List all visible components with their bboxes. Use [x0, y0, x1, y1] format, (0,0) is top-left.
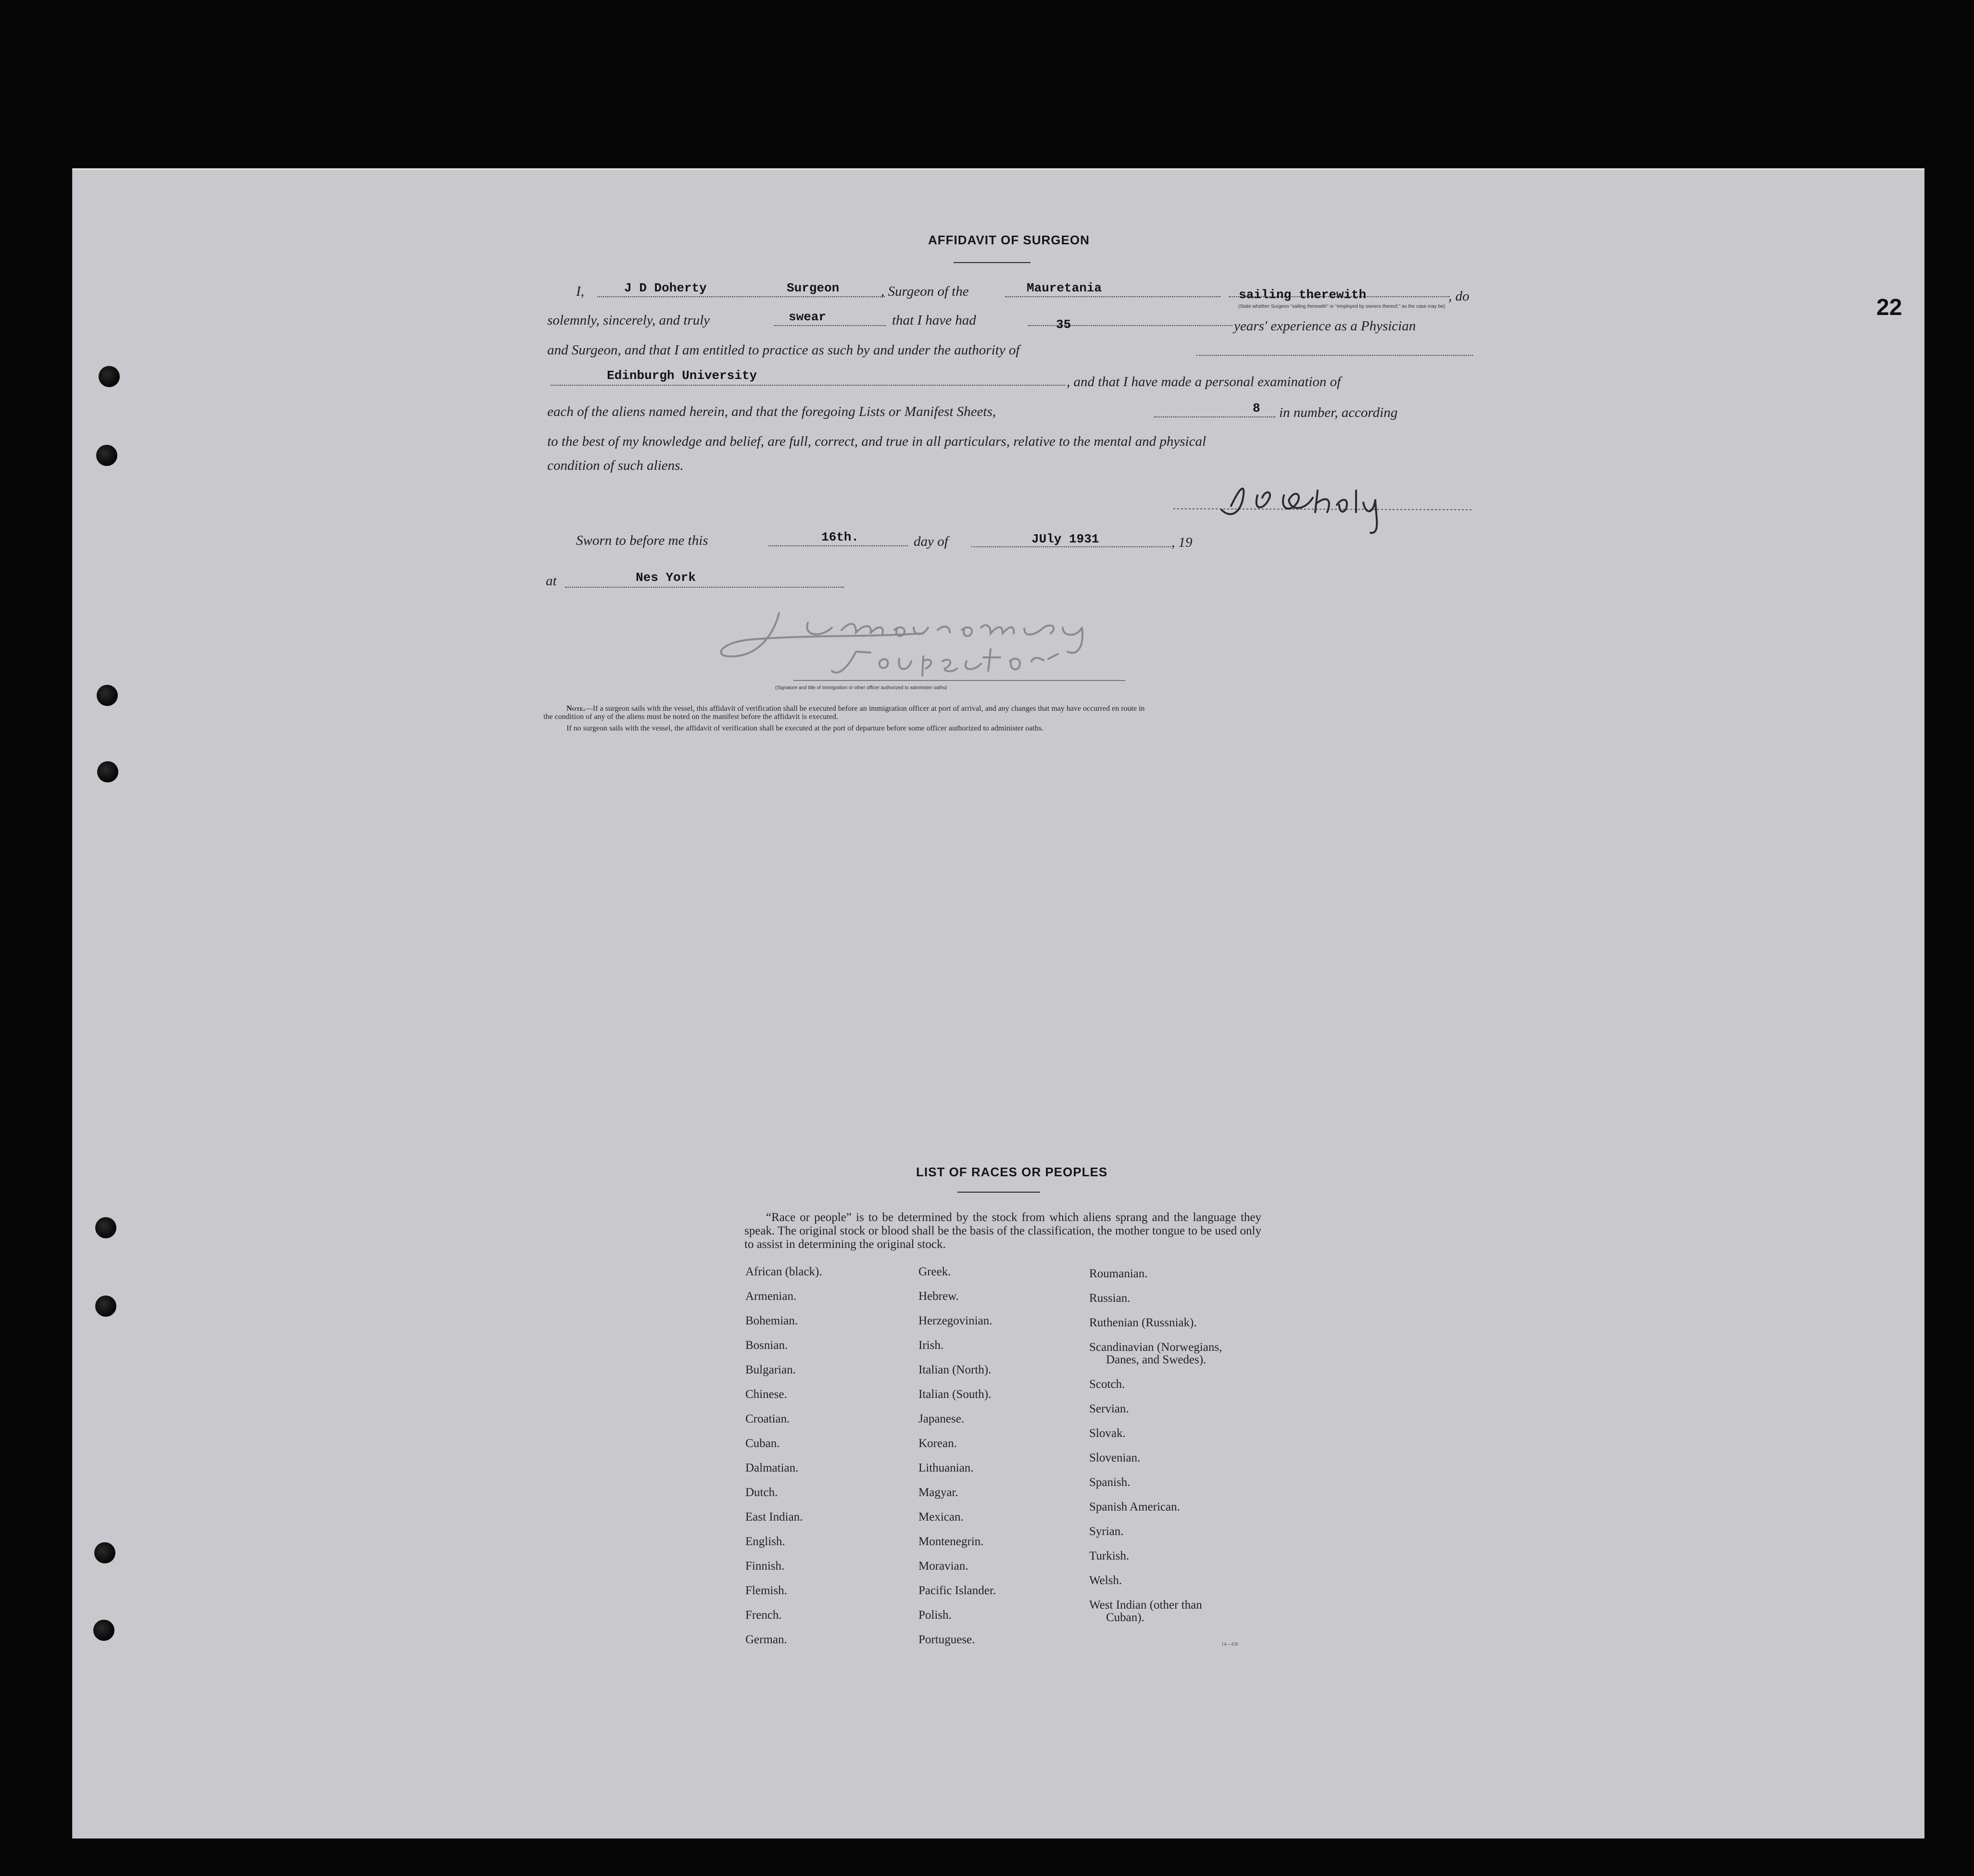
vessel-name: Mauretania — [1027, 281, 1102, 295]
examination-text: , and that I have made a personal examination of — [1067, 374, 1341, 390]
races-intro: “Race or people” is to be determined by the stock from which aliens sprang and the language they speak. The original stock or blood shall be the basis of the classification, the mother tongue to be used only to assist in determining the original stock. — [744, 1211, 1261, 1251]
i-label: I, — [576, 284, 584, 299]
race-item: Scandinavian (Norwegians, — [1089, 1341, 1222, 1354]
note-line-3: If no surgeon sails with the vessel, the affidavit of verification shall be executed at the port of departure before some officer authorized to administer oaths. — [566, 724, 1044, 732]
solemnly-text: solemnly, sincerely, and truly — [547, 313, 710, 328]
affidavit-title: AFFIDAVIT OF SURGEON — [928, 233, 1090, 247]
race-item: East Indian. — [745, 1511, 803, 1523]
note-line-2: the condition of any of the aliens must be noted on the manifest before the affidavit is executed. — [543, 713, 838, 721]
race-item: Cuban). — [1106, 1611, 1144, 1624]
race-item: Lithuanian. — [918, 1461, 974, 1474]
race-item: African (black). — [745, 1265, 822, 1278]
race-item: Turkish. — [1089, 1549, 1130, 1562]
race-item: Ruthenian (Russniak). — [1089, 1316, 1197, 1329]
race-item: Moravian. — [918, 1560, 968, 1573]
race-item: Hebrew. — [918, 1290, 959, 1303]
race-item: French. — [745, 1609, 782, 1622]
race-item: Cuban. — [745, 1437, 780, 1450]
sailing-status: sailing therewith — [1239, 288, 1367, 302]
race-item: Scotch. — [1089, 1378, 1125, 1391]
authority-value: Edinburgh University — [607, 368, 757, 383]
race-item: Flemish. — [745, 1584, 787, 1597]
race-item: Korean. — [918, 1437, 957, 1450]
sworn-to-text: Sworn to before me this — [576, 533, 708, 548]
surgeon-signature — [1173, 476, 1481, 543]
race-item: Roumanian. — [1089, 1267, 1148, 1280]
binder-hole — [95, 1296, 116, 1317]
race-item: Russian. — [1089, 1292, 1131, 1305]
have-had-text: that I have had — [892, 313, 976, 328]
race-item: Bohemian. — [745, 1314, 798, 1327]
race-item: Slovak. — [1089, 1427, 1126, 1440]
sailing-note: (State whether Surgeon "sailing therewith" or "employed by owners thereof," as the case may be) — [1238, 304, 1445, 309]
condition-text: condition of such aliens. — [547, 458, 684, 473]
race-item: Syrian. — [1089, 1525, 1124, 1538]
authority-field-start — [1196, 343, 1473, 356]
each-alien-text: each of the aliens named herein, and that the foregoing Lists or Manifest Sheets, — [547, 404, 996, 419]
race-item: West Indian (other than — [1089, 1599, 1202, 1612]
race-item: Italian (South). — [918, 1388, 992, 1401]
races-title: LIST OF RACES OR PEOPLES — [916, 1165, 1108, 1179]
in-number-text: in number, according — [1279, 405, 1398, 420]
surgeon-name: J D Doherty — [624, 281, 707, 295]
race-item: Pacific Islander. — [918, 1584, 996, 1597]
race-item: Slovenian. — [1089, 1451, 1141, 1464]
race-item: Portuguese. — [918, 1633, 975, 1646]
race-item: Irish. — [918, 1339, 944, 1352]
years-value: 35 — [1056, 317, 1071, 332]
sworn-month-year: JUly 1931 — [1031, 532, 1099, 546]
race-item: Dalmatian. — [745, 1461, 799, 1474]
races-title-divider — [957, 1192, 1040, 1193]
signature-caption: (Signature and title of Immigration or other officer authorized to administer oaths) — [775, 685, 947, 691]
binder-hole — [96, 445, 117, 466]
years-experience-text: years' experience as a Physician — [1234, 318, 1416, 334]
binder-hole — [94, 1542, 115, 1563]
and-surgeon-text: and Surgeon, and that I am entitled to practice as such by and under the authority of — [547, 342, 1020, 358]
sworn-place: Nes York — [636, 570, 696, 585]
race-item: Japanese. — [918, 1412, 965, 1425]
binder-hole — [93, 1620, 114, 1641]
title-divider — [954, 262, 1031, 263]
race-item: Spanish American. — [1089, 1500, 1180, 1513]
knowledge-text: to the best of my knowledge and belief, are full, correct, and true in all particulars, relative to the mental and physical — [547, 434, 1207, 449]
binder-hole — [97, 685, 118, 706]
race-item: Italian (North). — [918, 1363, 992, 1376]
binder-hole — [95, 1217, 116, 1238]
sheets-value: 8 — [1253, 401, 1260, 415]
form-code: 14—436 — [1221, 1642, 1238, 1647]
sworn-day: 16th. — [821, 530, 859, 544]
note-label: Note. — [566, 705, 585, 713]
race-item: German. — [745, 1633, 787, 1646]
race-item: Greek. — [918, 1265, 951, 1278]
binder-hole — [97, 761, 118, 782]
race-item: Polish. — [918, 1609, 952, 1622]
official-signature — [712, 604, 1140, 683]
race-item: Spanish. — [1089, 1476, 1131, 1489]
race-item: Bulgarian. — [745, 1363, 796, 1376]
place-field — [565, 575, 844, 588]
race-item: Servian. — [1089, 1402, 1129, 1415]
race-item: Herzegovinian. — [918, 1314, 993, 1327]
race-item: Finnish. — [745, 1560, 785, 1573]
race-item: Mexican. — [918, 1511, 964, 1523]
at-label: at — [546, 573, 557, 589]
oath-type: swear — [789, 310, 827, 324]
manifest-sheet — [72, 168, 1924, 1838]
day-of-text: day of — [914, 534, 948, 549]
race-item: Bosnian. — [745, 1339, 788, 1352]
race-item: Chinese. — [745, 1388, 787, 1401]
surgeon-title: Surgeon — [787, 281, 840, 295]
race-item: Dutch. — [745, 1486, 778, 1499]
race-item: Armenian. — [745, 1290, 797, 1303]
race-item: Welsh. — [1089, 1574, 1122, 1587]
race-item: Magyar. — [918, 1486, 958, 1499]
race-item: Danes, and Swedes). — [1106, 1353, 1207, 1366]
race-item: Montenegrin. — [918, 1535, 984, 1548]
note-line-1 — [566, 705, 1144, 713]
note-text-1: —If a surgeon sails with the vessel, this affidavit of verification shall be executed before an immigration officer at port of arrival, and any changes that may have occurred en route in — [585, 705, 1145, 713]
race-item: English. — [745, 1535, 785, 1548]
year-prefix-text: , 19 — [1171, 535, 1193, 550]
race-item: Croatian. — [745, 1412, 790, 1425]
do-text: , do — [1448, 289, 1470, 304]
page-number: 22 — [1876, 295, 1902, 320]
surgeon-of-the-text: , Surgeon of the — [881, 284, 969, 299]
binder-hole — [99, 366, 120, 387]
